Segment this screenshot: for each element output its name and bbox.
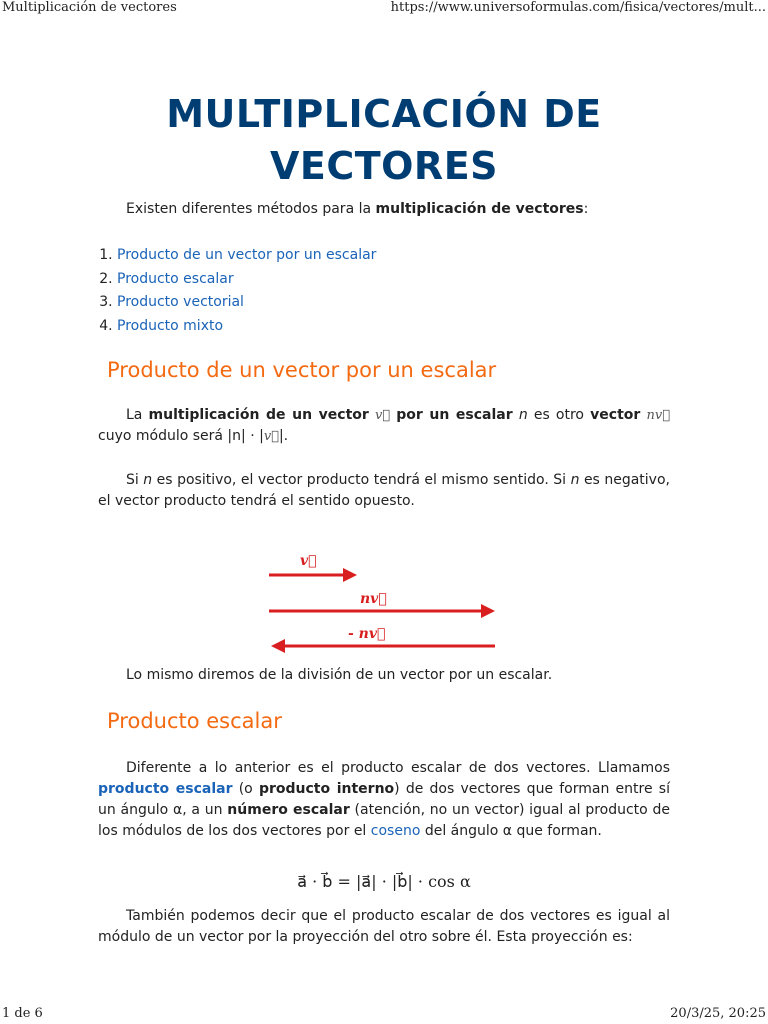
- intro-paragraph: [98, 199, 670, 220]
- dot-product-formula: a⃗ · b⃗ = |a⃗| · |b⃗| · cos α: [297, 872, 471, 891]
- bold-text: número escalar: [227, 802, 350, 818]
- vector-nv-symbol: nv⃗: [646, 408, 671, 423]
- bold-text: multiplicación de un vector: [148, 407, 369, 423]
- link-coseno[interactable]: coseno: [370, 823, 421, 839]
- page-number: 1 de 6: [2, 1006, 43, 1021]
- toc-link-producto-vectorial[interactable]: Producto vectorial: [117, 294, 244, 310]
- section1-paragraph3: Lo mismo diremos de la división de un vector por un escalar.: [126, 667, 553, 683]
- toc-item: [117, 315, 376, 339]
- toc-link-producto-vector-escalar[interactable]: Producto de un vector por un escalar: [117, 247, 377, 263]
- text: Si: [126, 472, 144, 488]
- vector-v-symbol: v⃗: [374, 408, 391, 423]
- toc-link-producto-escalar[interactable]: Producto escalar: [117, 270, 234, 287]
- toc-link-producto-mixto[interactable]: Producto mixto: [117, 317, 224, 334]
- section1-paragraph2: [98, 470, 670, 512]
- section1-paragraph1: [98, 405, 670, 447]
- bold-text: por un escalar: [396, 407, 513, 423]
- arrow-neg-nv-head: [271, 639, 285, 653]
- label-v: v⃗: [300, 553, 317, 569]
- bold-text: vector: [590, 407, 641, 423]
- toc-item: [117, 291, 376, 315]
- arrow-nv-head: [481, 604, 495, 618]
- text: La: [126, 407, 149, 423]
- print-header: [0, 0, 768, 18]
- intro-bold: multiplicación de vectores: [375, 201, 584, 217]
- link-producto-escalar[interactable]: producto escalar: [98, 781, 233, 797]
- scalar-n: n: [143, 472, 153, 488]
- label-neg-nv: - nv⃗: [348, 626, 386, 642]
- print-footer: [0, 1006, 768, 1024]
- text: es negativo, el vector producto tendrá el sentido opuesto.: [98, 472, 670, 509]
- text: es positivo, el vector producto tendrá el mismo sentido. Si: [152, 472, 571, 488]
- intro-text: Existen diferentes métodos para la: [126, 201, 376, 217]
- section-heading-vector-escalar: Producto de un vector por un escalar: [107, 358, 497, 382]
- section-heading-producto-escalar: Producto escalar: [107, 709, 282, 733]
- text: ) de dos vectores que forman entre sí un ángulo α, a un: [98, 781, 670, 818]
- page-title-line2: VECTORES: [269, 144, 499, 188]
- table-of-contents: [98, 244, 376, 338]
- section2-paragraph1: [98, 758, 670, 842]
- vector-v-symbol: v⃗: [263, 429, 279, 444]
- print-datetime: 20/3/25, 20:25: [670, 1006, 766, 1021]
- section2-paragraph2: También podemos decir que el producto escalar de dos vectores es igual al módulo de un vector por la proyección del otro sobre él. Esta proyección es:: [98, 908, 670, 945]
- text: (o: [232, 781, 259, 797]
- page-title-line1: MULTIPLICACIÓN DE: [166, 92, 602, 136]
- scalar-n: n: [570, 472, 580, 488]
- page-title: [0, 88, 768, 192]
- scalar-n: n: [518, 407, 528, 423]
- toc-item: [117, 244, 376, 268]
- arrow-v-head: [343, 568, 357, 582]
- intro-colon: :: [583, 201, 589, 217]
- text: es otro: [527, 407, 591, 423]
- print-header-title: Multiplicación de vectores: [2, 0, 177, 15]
- vector-arrows-figure: [260, 548, 510, 658]
- text: (atención, no un vector) igual al producto de los módulos de los dos vectores por el: [98, 802, 671, 839]
- label-nv: nv⃗: [360, 591, 387, 607]
- text: cuyo módulo será |n| · |: [98, 428, 264, 444]
- bold-text: producto interno: [258, 781, 395, 797]
- text: del ángulo α que forman.: [420, 823, 602, 839]
- print-header-url: https://www.universoformulas.com/fisica/vectores/mult...: [390, 0, 766, 15]
- toc-item: [117, 268, 376, 292]
- text: Diferente a lo anterior es el producto escalar de dos vectores. Llamamos: [126, 760, 670, 776]
- text: |.: [278, 428, 289, 444]
